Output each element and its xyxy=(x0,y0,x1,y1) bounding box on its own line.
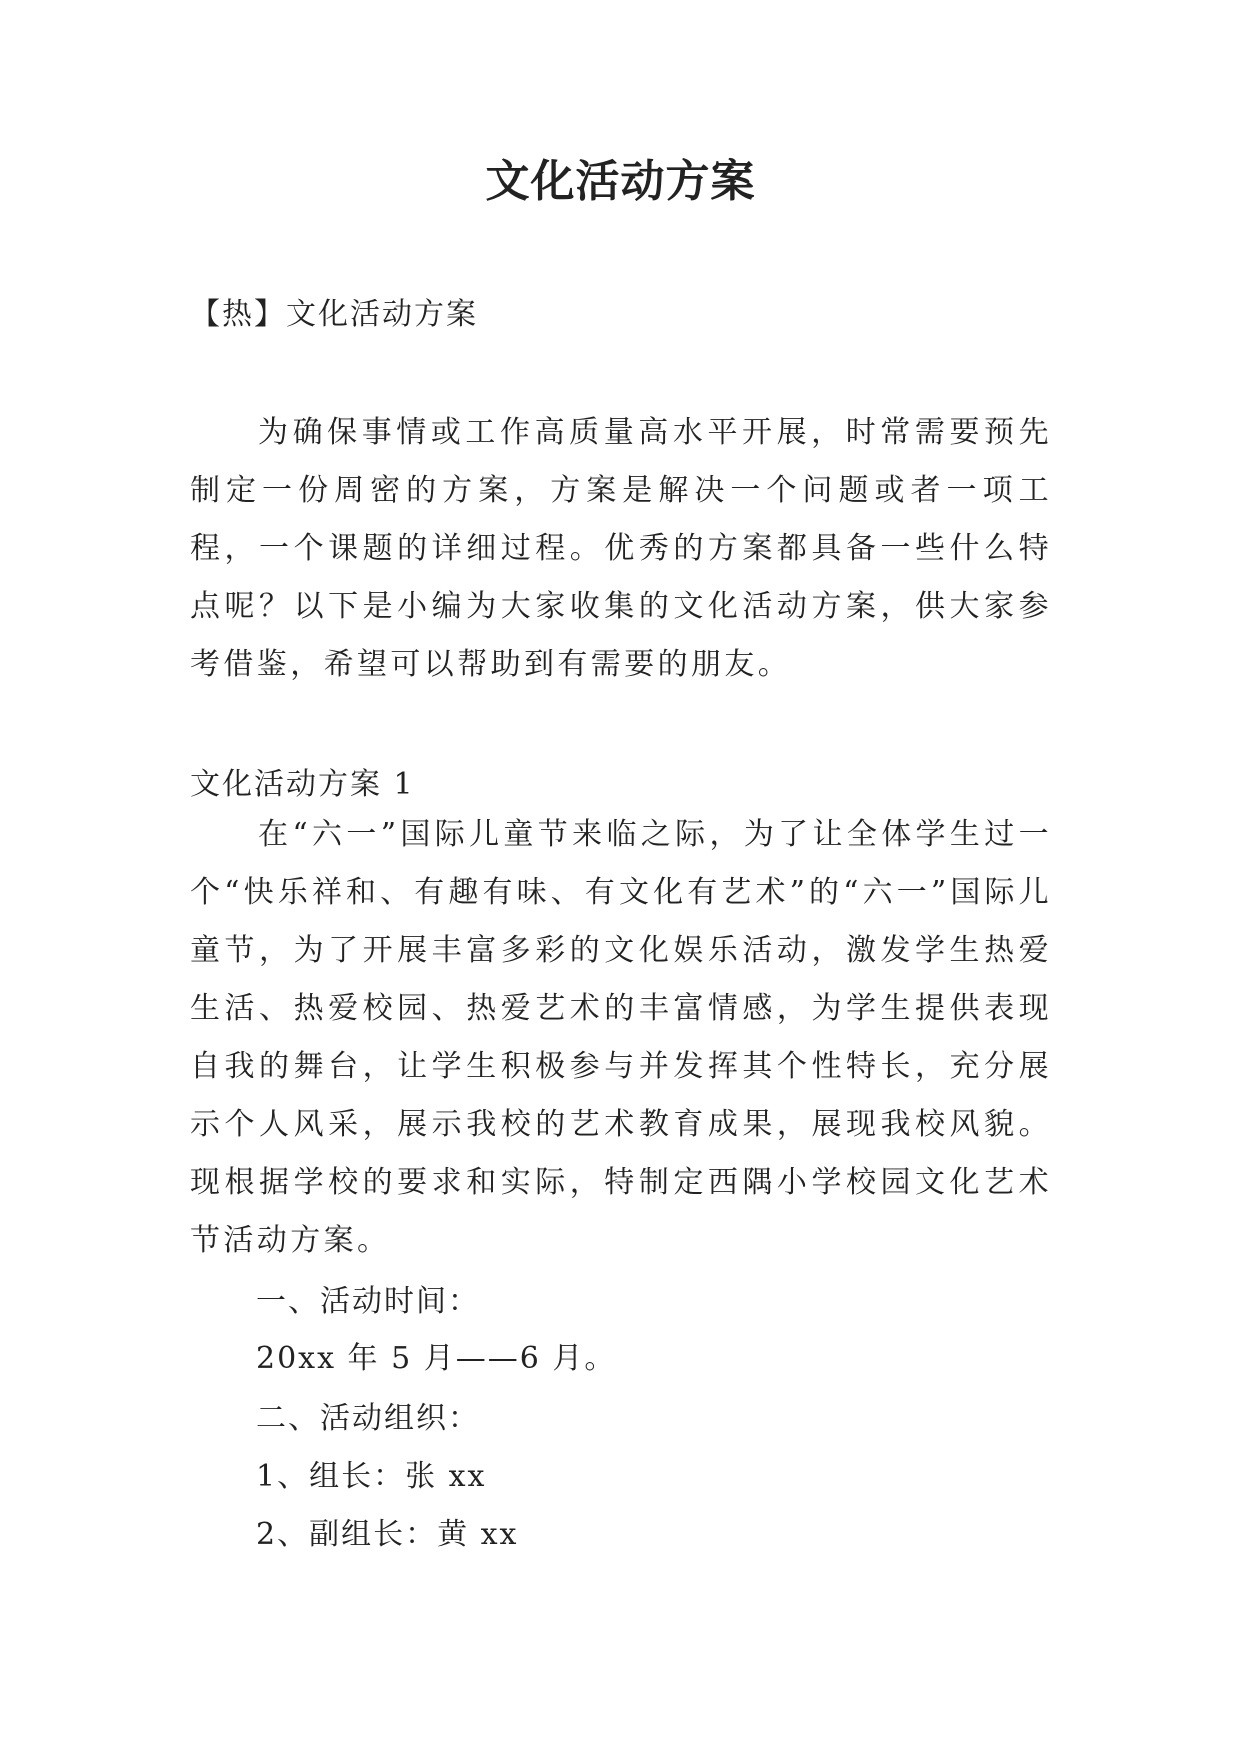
body-paragraph: 在“六一”国际儿童节来临之际，为了让全体学生过一个“快乐祥和、有趣有味、有文化有艺术”的“六一”国际儿童节，为了开展丰富多彩的文化娱乐活动，激发学生热爱生活、热爱校园、热爱艺术的丰富情感，为学生提供表现自我的舞台，让学生积极参与并发挥其个性特长，充分展示个人风采，展示我校的艺术教育成果，展现我校风貌。现根据学校的要求和实际，特制定西隅小学校园文化艺术节活动方案。 xyxy=(190,817,1052,1258)
document-title: 文化活动方案 xyxy=(485,156,756,207)
section-heading: 文化活动方案 1 xyxy=(190,767,415,802)
document-subtitle: 【热】文化活动方案 xyxy=(190,297,478,332)
activity-time-heading: 一、活动时间： xyxy=(256,1284,480,1319)
organization-deputy-leader: 2、副组长：黄 xx xyxy=(256,1517,519,1552)
activity-organization-heading: 二、活动组织： xyxy=(256,1401,480,1436)
intro-paragraph: 为确保事情或工作高质量高水平开展，时常需要预先制定一份周密的方案，方案是解决一个问题或者一项工程，一个课题的详细过程。优秀的方案都具备一些什么特点呢？以下是小编为大家收集的文化活动方案，供大家参考借鉴，希望可以帮助到有需要的朋友。 xyxy=(190,415,1052,682)
activity-time-value: 20xx 年 5 月——6 月。 xyxy=(256,1341,617,1376)
organization-leader: 1、组长：张 xx xyxy=(256,1459,487,1494)
